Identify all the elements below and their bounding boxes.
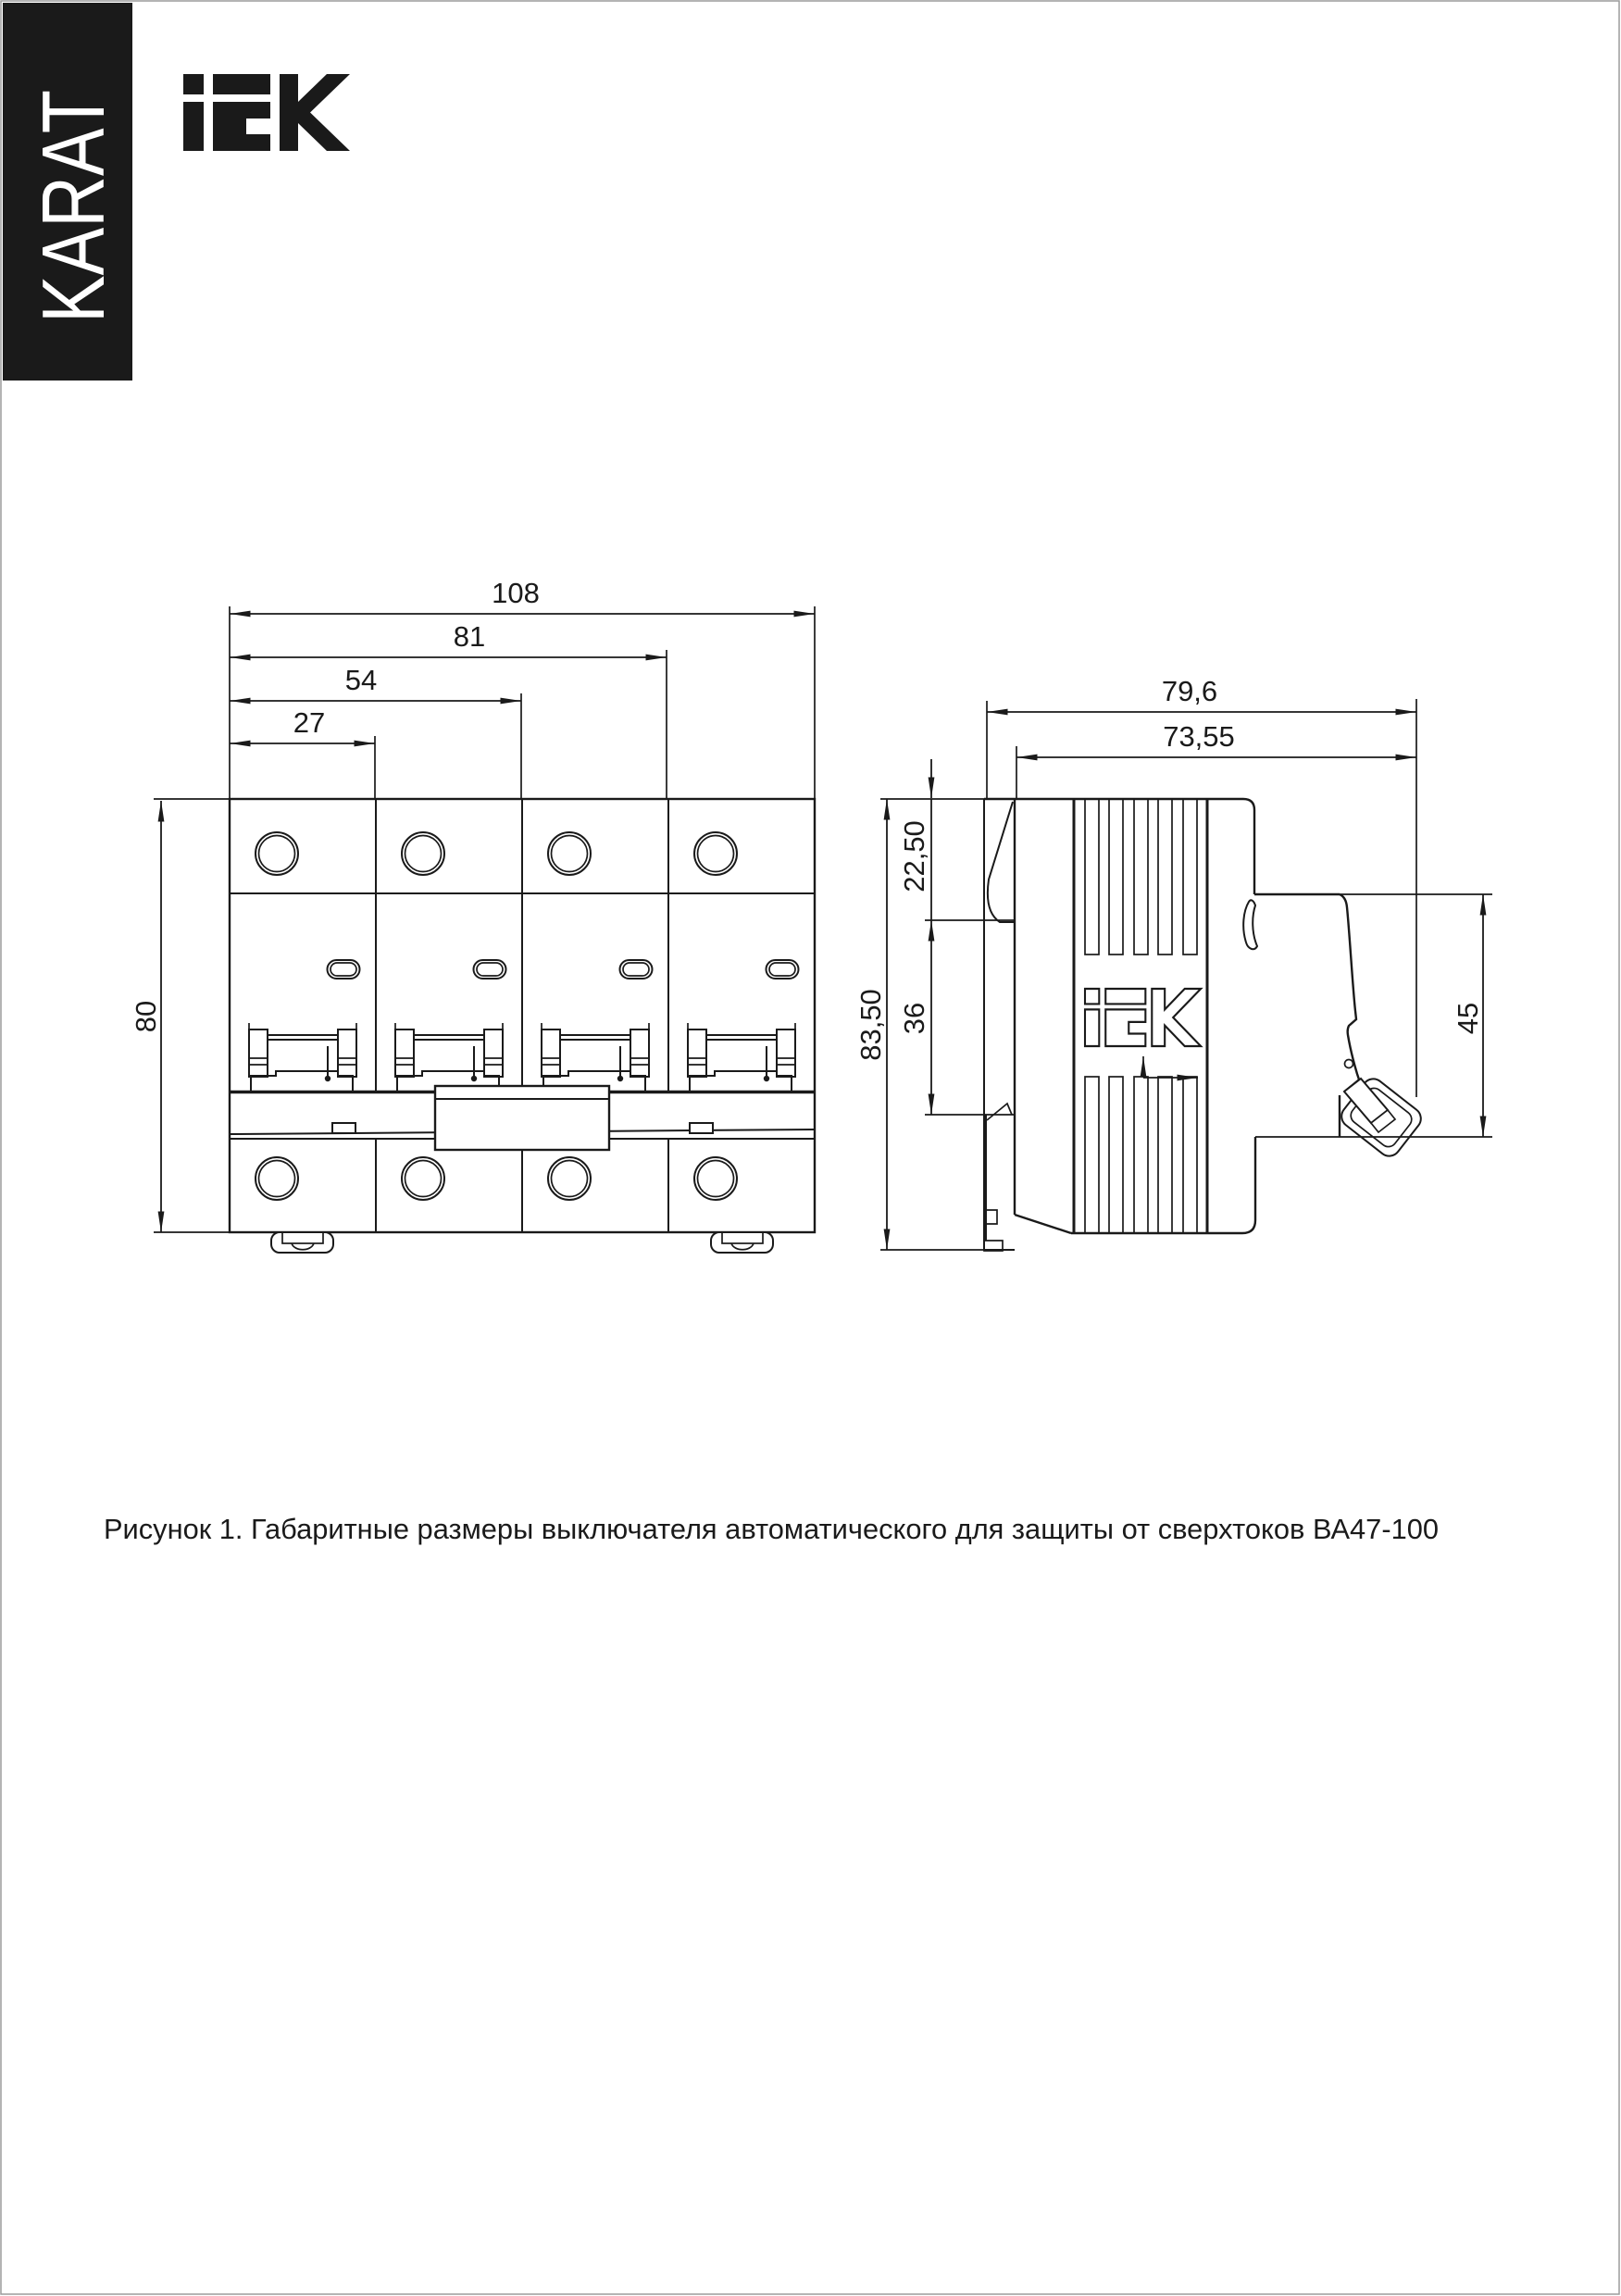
dim-depth-total: 79,6 (1161, 675, 1218, 707)
dim-three-pole-width: 81 (453, 620, 486, 653)
karat-banner-label: KARAT (24, 33, 123, 323)
side-view-drawing (984, 799, 1426, 1251)
dim-total-width: 108 (492, 577, 540, 609)
dim-depth-body: 73,55 (1163, 720, 1235, 753)
figure-caption: Рисунок 1. Габаритные размеры выключателя автоматического для защиты от сверхтоков ВА47-100 (104, 1514, 1439, 1545)
dim-front-height: 45 (1452, 1002, 1484, 1035)
dim-mid-section: 36 (898, 1002, 930, 1035)
dim-one-pole-width: 27 (293, 706, 326, 739)
handle-lock-slot (1243, 900, 1257, 949)
dim-height: 80 (130, 1000, 162, 1033)
mounting-feet (271, 1232, 773, 1253)
iek-logo (183, 74, 350, 151)
side-toggle-handle (1337, 894, 1425, 1160)
tie-bar-center-plate (435, 1086, 609, 1150)
dim-two-pole-width: 54 (344, 664, 378, 696)
datum-arrows (1143, 1056, 1198, 1078)
iek-logo-embossed (1085, 989, 1201, 1046)
front-view-drawing (230, 799, 815, 1253)
karat-banner (3, 3, 132, 381)
dim-height-total: 83,50 (854, 989, 887, 1061)
din-rail-clip (984, 799, 1071, 1251)
dim-top-section: 22,50 (898, 820, 930, 892)
